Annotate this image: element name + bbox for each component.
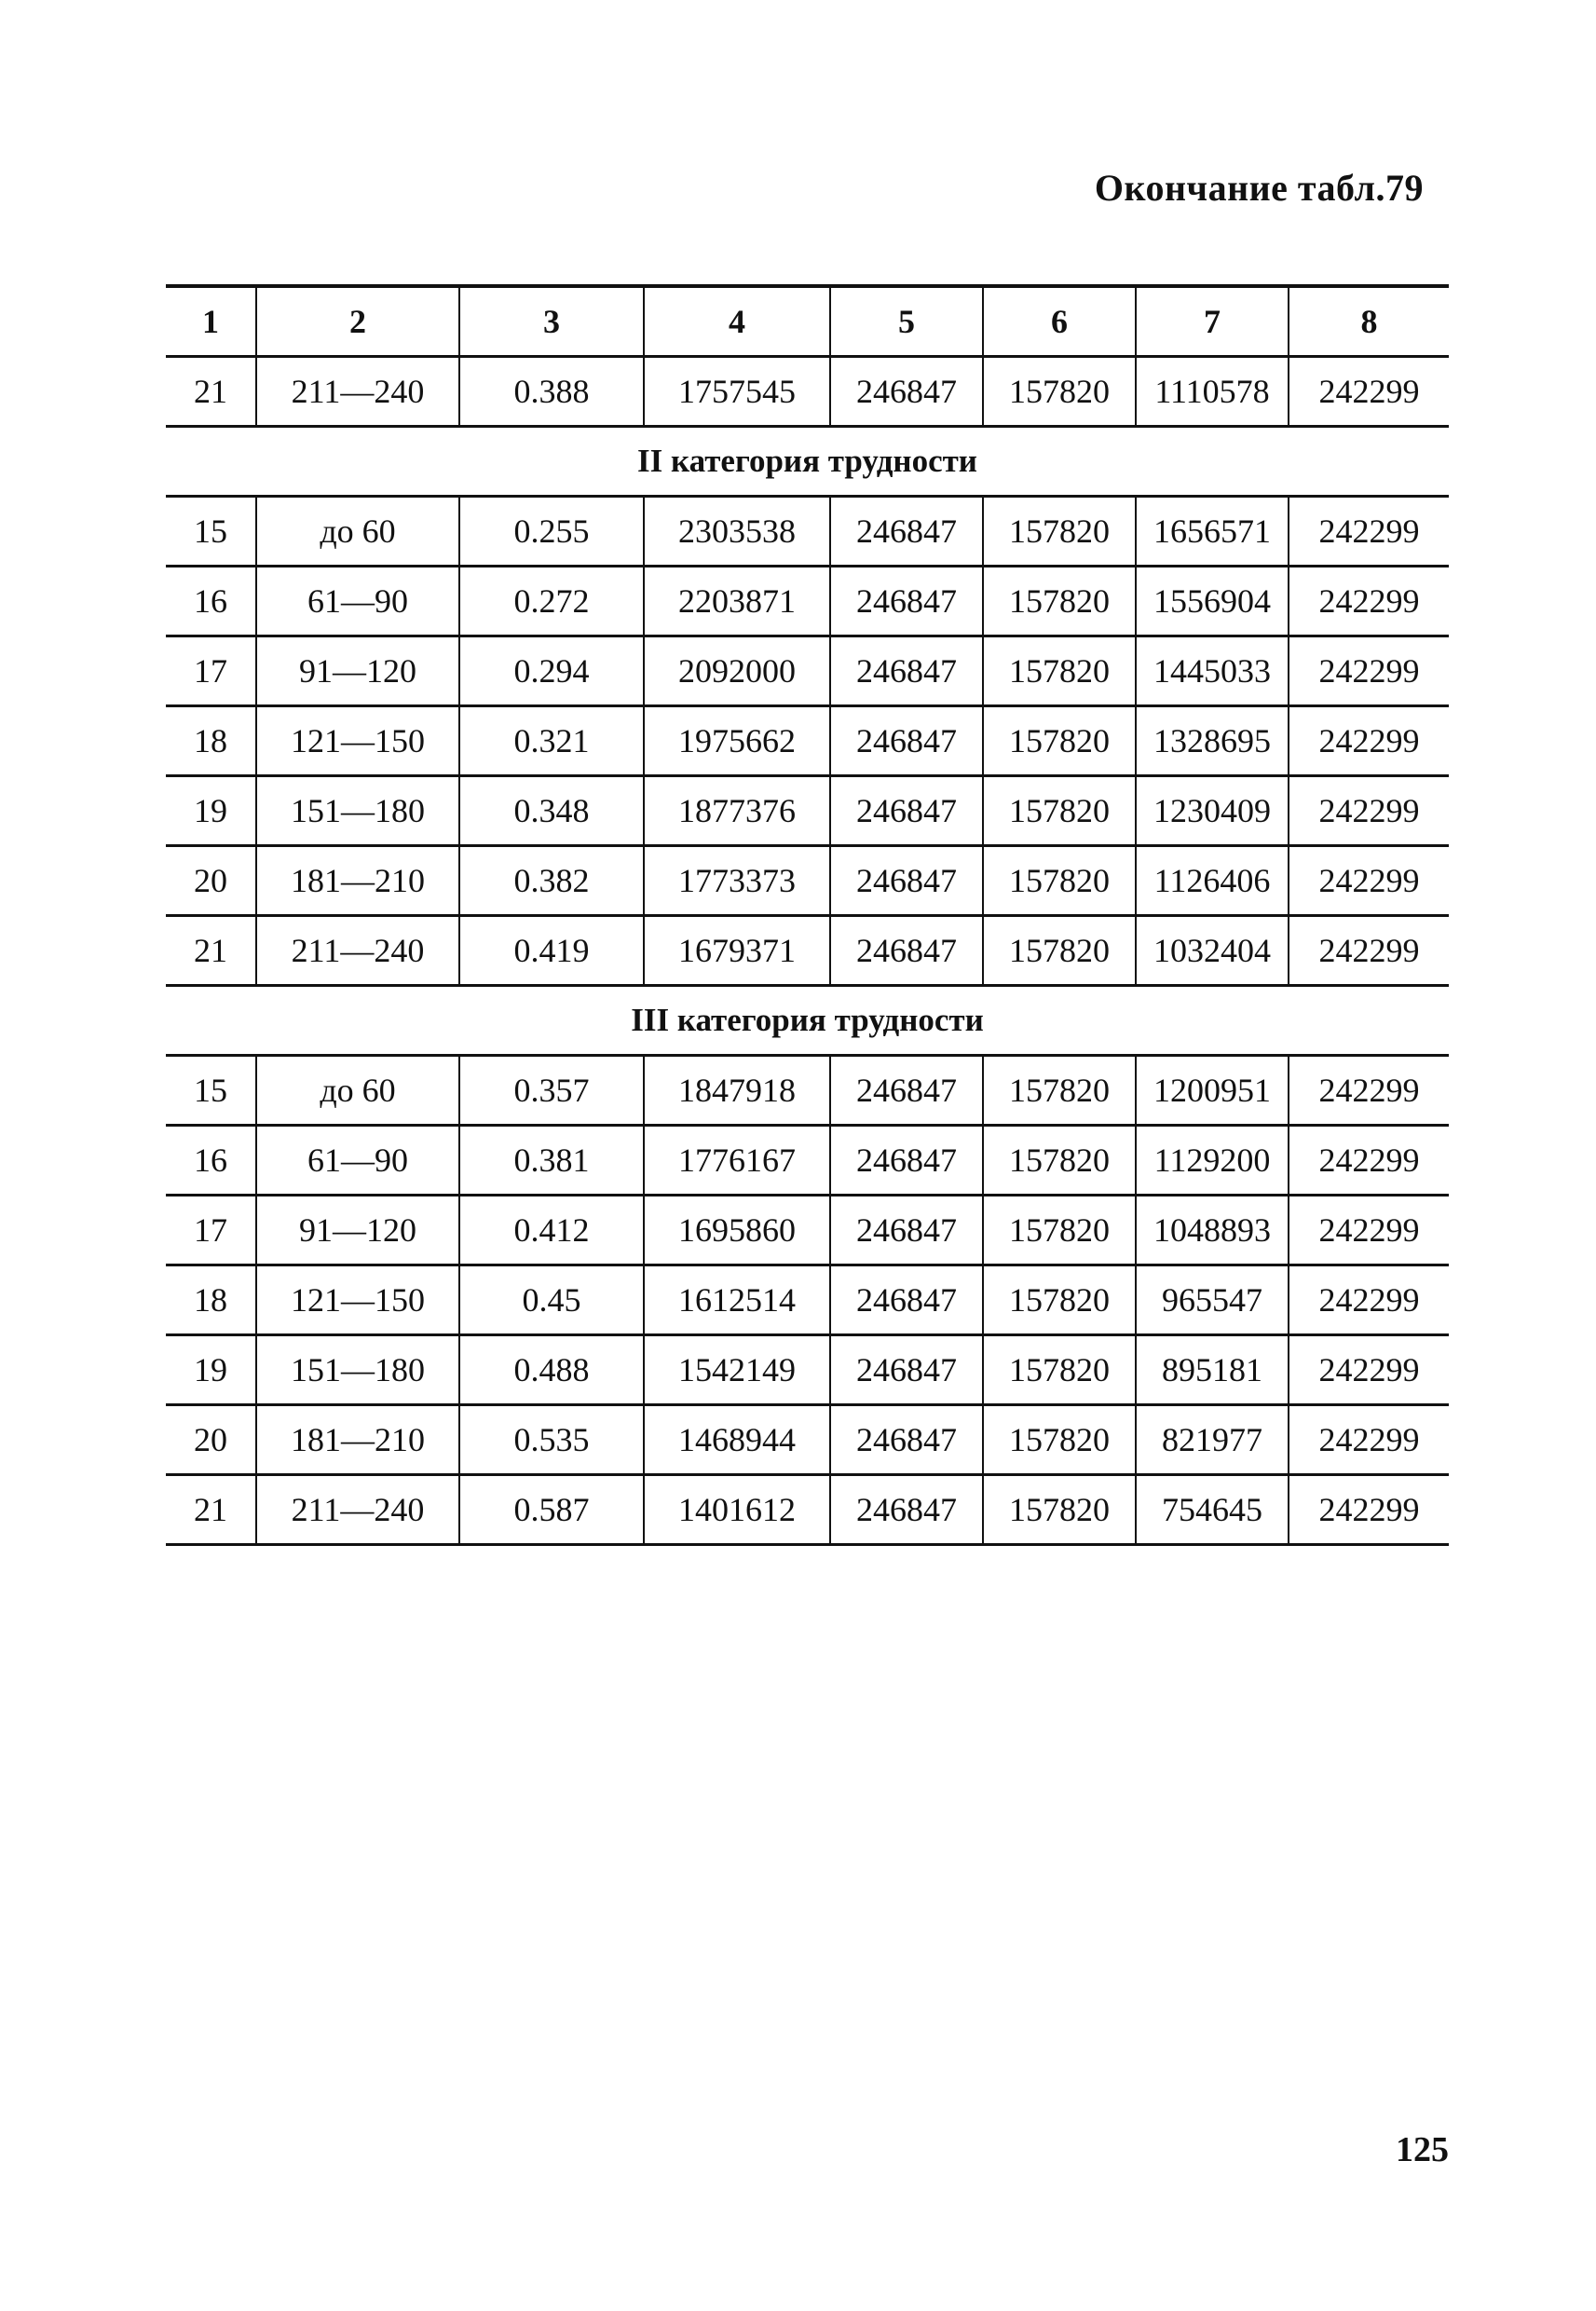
table-cell: 242299 <box>1289 1265 1449 1335</box>
table-cell: 1695860 <box>644 1196 830 1265</box>
table-cell: 1445033 <box>1136 636 1289 706</box>
table-cell: 1542149 <box>644 1335 830 1405</box>
table-cell: 246847 <box>830 636 983 706</box>
table-header-row <box>166 286 1449 357</box>
table-cell: 965547 <box>1136 1265 1289 1335</box>
table-cell: 1230409 <box>1136 776 1289 846</box>
table-cell: 242299 <box>1289 1126 1449 1196</box>
table-cell: 0.488 <box>459 1335 644 1405</box>
table-cell: 1776167 <box>644 1126 830 1196</box>
table-cell: 20 <box>166 846 256 916</box>
table-cell: 8 <box>1289 286 1449 357</box>
table-cell: 246847 <box>830 357 983 427</box>
section-heading-row <box>166 427 1449 497</box>
table-row <box>166 1335 1449 1405</box>
table-cell: 1656571 <box>1136 497 1289 567</box>
table-cell: 0.412 <box>459 1196 644 1265</box>
table-cell: 242299 <box>1289 776 1449 846</box>
table-cell: 211—240 <box>256 1475 459 1545</box>
table-cell: 3 <box>459 286 644 357</box>
data-table-container <box>166 284 1449 1546</box>
table-cell: 16 <box>166 1126 256 1196</box>
table-cell: 0.321 <box>459 706 644 776</box>
table-cell: 2092000 <box>644 636 830 706</box>
table-cell: 157820 <box>983 776 1136 846</box>
table-cell: 0.45 <box>459 1265 644 1335</box>
table-body <box>166 286 1449 1545</box>
table-cell: 17 <box>166 1196 256 1265</box>
table-cell: 1757545 <box>644 357 830 427</box>
table-cell: 242299 <box>1289 497 1449 567</box>
table-cell: 181—210 <box>256 846 459 916</box>
table-cell: 18 <box>166 706 256 776</box>
table-cell: 19 <box>166 1335 256 1405</box>
table-cell: 18 <box>166 1265 256 1335</box>
section-heading: III категория трудности <box>166 986 1449 1056</box>
table-row <box>166 497 1449 567</box>
table-row <box>166 357 1449 427</box>
table-cell: 0.419 <box>459 916 644 986</box>
table-cell: 91—120 <box>256 636 459 706</box>
table-row <box>166 776 1449 846</box>
table-cell: 1468944 <box>644 1405 830 1475</box>
table-cell: 1877376 <box>644 776 830 846</box>
table-cell: 242299 <box>1289 1056 1449 1126</box>
table-row <box>166 1056 1449 1126</box>
table-cell: 17 <box>166 636 256 706</box>
table-row <box>166 706 1449 776</box>
table-cell: 0.294 <box>459 636 644 706</box>
table-cell: 2 <box>256 286 459 357</box>
table-cell: 895181 <box>1136 1335 1289 1405</box>
table-row <box>166 846 1449 916</box>
table-cell: 246847 <box>830 567 983 636</box>
table-cell: 821977 <box>1136 1405 1289 1475</box>
table-cell: 1129200 <box>1136 1126 1289 1196</box>
table-cell: 157820 <box>983 1056 1136 1126</box>
table-cell: 157820 <box>983 497 1136 567</box>
table-cell: 242299 <box>1289 567 1449 636</box>
table-cell: 246847 <box>830 916 983 986</box>
table-cell: 1200951 <box>1136 1056 1289 1126</box>
table-cell: 0.357 <box>459 1056 644 1126</box>
table-cell: 21 <box>166 1475 256 1545</box>
table-cell: 246847 <box>830 706 983 776</box>
table-row <box>166 916 1449 986</box>
table-cell: 1032404 <box>1136 916 1289 986</box>
table-cell: 0.272 <box>459 567 644 636</box>
table-cell: 242299 <box>1289 636 1449 706</box>
table-cell: 157820 <box>983 706 1136 776</box>
table-cell: 6 <box>983 286 1136 357</box>
table-cell: 91—120 <box>256 1196 459 1265</box>
table-cell: 242299 <box>1289 357 1449 427</box>
table-cell: 246847 <box>830 1405 983 1475</box>
table-cell: 242299 <box>1289 706 1449 776</box>
table-cell: 21 <box>166 357 256 427</box>
table-cell: 211—240 <box>256 916 459 986</box>
table-cell: 0.348 <box>459 776 644 846</box>
table-cell: 211—240 <box>256 357 459 427</box>
table-cell: 157820 <box>983 1335 1136 1405</box>
table-cell: 157820 <box>983 636 1136 706</box>
table-cell: до 60 <box>256 1056 459 1126</box>
table-cell: 151—180 <box>256 776 459 846</box>
table-cell: 1 <box>166 286 256 357</box>
table-cell: 246847 <box>830 1265 983 1335</box>
table-cell: 5 <box>830 286 983 357</box>
table-cell: 61—90 <box>256 1126 459 1196</box>
table-cell: 1048893 <box>1136 1196 1289 1265</box>
table-cell: 21 <box>166 916 256 986</box>
table-cell: 1975662 <box>644 706 830 776</box>
table-cell: 0.535 <box>459 1405 644 1475</box>
table-cell: 157820 <box>983 1196 1136 1265</box>
table-cell: 157820 <box>983 1265 1136 1335</box>
table-cell: 15 <box>166 1056 256 1126</box>
table-cell: 242299 <box>1289 1196 1449 1265</box>
table-row <box>166 1475 1449 1545</box>
table-cell: 121—150 <box>256 1265 459 1335</box>
data-table <box>166 284 1449 1546</box>
table-cell: 1126406 <box>1136 846 1289 916</box>
table-cell: 0.382 <box>459 846 644 916</box>
table-cell: 1612514 <box>644 1265 830 1335</box>
table-row <box>166 1265 1449 1335</box>
table-cell: 20 <box>166 1405 256 1475</box>
table-cell: 157820 <box>983 1405 1136 1475</box>
table-cell: 121—150 <box>256 706 459 776</box>
table-cell: 0.587 <box>459 1475 644 1545</box>
table-cell: 19 <box>166 776 256 846</box>
table-cell: 61—90 <box>256 567 459 636</box>
table-cell: 2303538 <box>644 497 830 567</box>
table-cell: 246847 <box>830 1335 983 1405</box>
table-cell: 242299 <box>1289 1405 1449 1475</box>
table-cell: 157820 <box>983 567 1136 636</box>
table-cell: 246847 <box>830 1126 983 1196</box>
table-cell: 1401612 <box>644 1475 830 1545</box>
section-heading-row <box>166 986 1449 1056</box>
table-row <box>166 1196 1449 1265</box>
table-cell: 181—210 <box>256 1405 459 1475</box>
table-row <box>166 1126 1449 1196</box>
table-cell: 1110578 <box>1136 357 1289 427</box>
table-cell: 0.381 <box>459 1126 644 1196</box>
table-row <box>166 1405 1449 1475</box>
table-cell: 1679371 <box>644 916 830 986</box>
table-cell: 0.255 <box>459 497 644 567</box>
section-heading: II категория трудности <box>166 427 1449 497</box>
table-cell: 15 <box>166 497 256 567</box>
table-row <box>166 567 1449 636</box>
table-cell: 242299 <box>1289 1335 1449 1405</box>
table-row <box>166 636 1449 706</box>
table-cell: 1328695 <box>1136 706 1289 776</box>
table-cell: 16 <box>166 567 256 636</box>
table-cell: 246847 <box>830 1056 983 1126</box>
table-cell: 246847 <box>830 497 983 567</box>
table-caption: Окончание табл.79 <box>1094 167 1424 209</box>
table-cell: 7 <box>1136 286 1289 357</box>
table-cell: 246847 <box>830 1196 983 1265</box>
page-number: 125 <box>1396 2130 1449 2169</box>
table-cell: 157820 <box>983 357 1136 427</box>
table-cell: 246847 <box>830 846 983 916</box>
table-cell: 157820 <box>983 916 1136 986</box>
table-cell: 1847918 <box>644 1056 830 1126</box>
table-cell: 242299 <box>1289 1475 1449 1545</box>
table-cell: 246847 <box>830 1475 983 1545</box>
table-cell: 1773373 <box>644 846 830 916</box>
table-cell: 2203871 <box>644 567 830 636</box>
table-cell: 157820 <box>983 1126 1136 1196</box>
table-cell: 754645 <box>1136 1475 1289 1545</box>
table-cell: до 60 <box>256 497 459 567</box>
table-cell: 1556904 <box>1136 567 1289 636</box>
table-cell: 151—180 <box>256 1335 459 1405</box>
table-cell: 242299 <box>1289 846 1449 916</box>
table-cell: 0.388 <box>459 357 644 427</box>
table-cell: 157820 <box>983 846 1136 916</box>
table-cell: 4 <box>644 286 830 357</box>
table-cell: 157820 <box>983 1475 1136 1545</box>
table-cell: 246847 <box>830 776 983 846</box>
table-cell: 242299 <box>1289 916 1449 986</box>
